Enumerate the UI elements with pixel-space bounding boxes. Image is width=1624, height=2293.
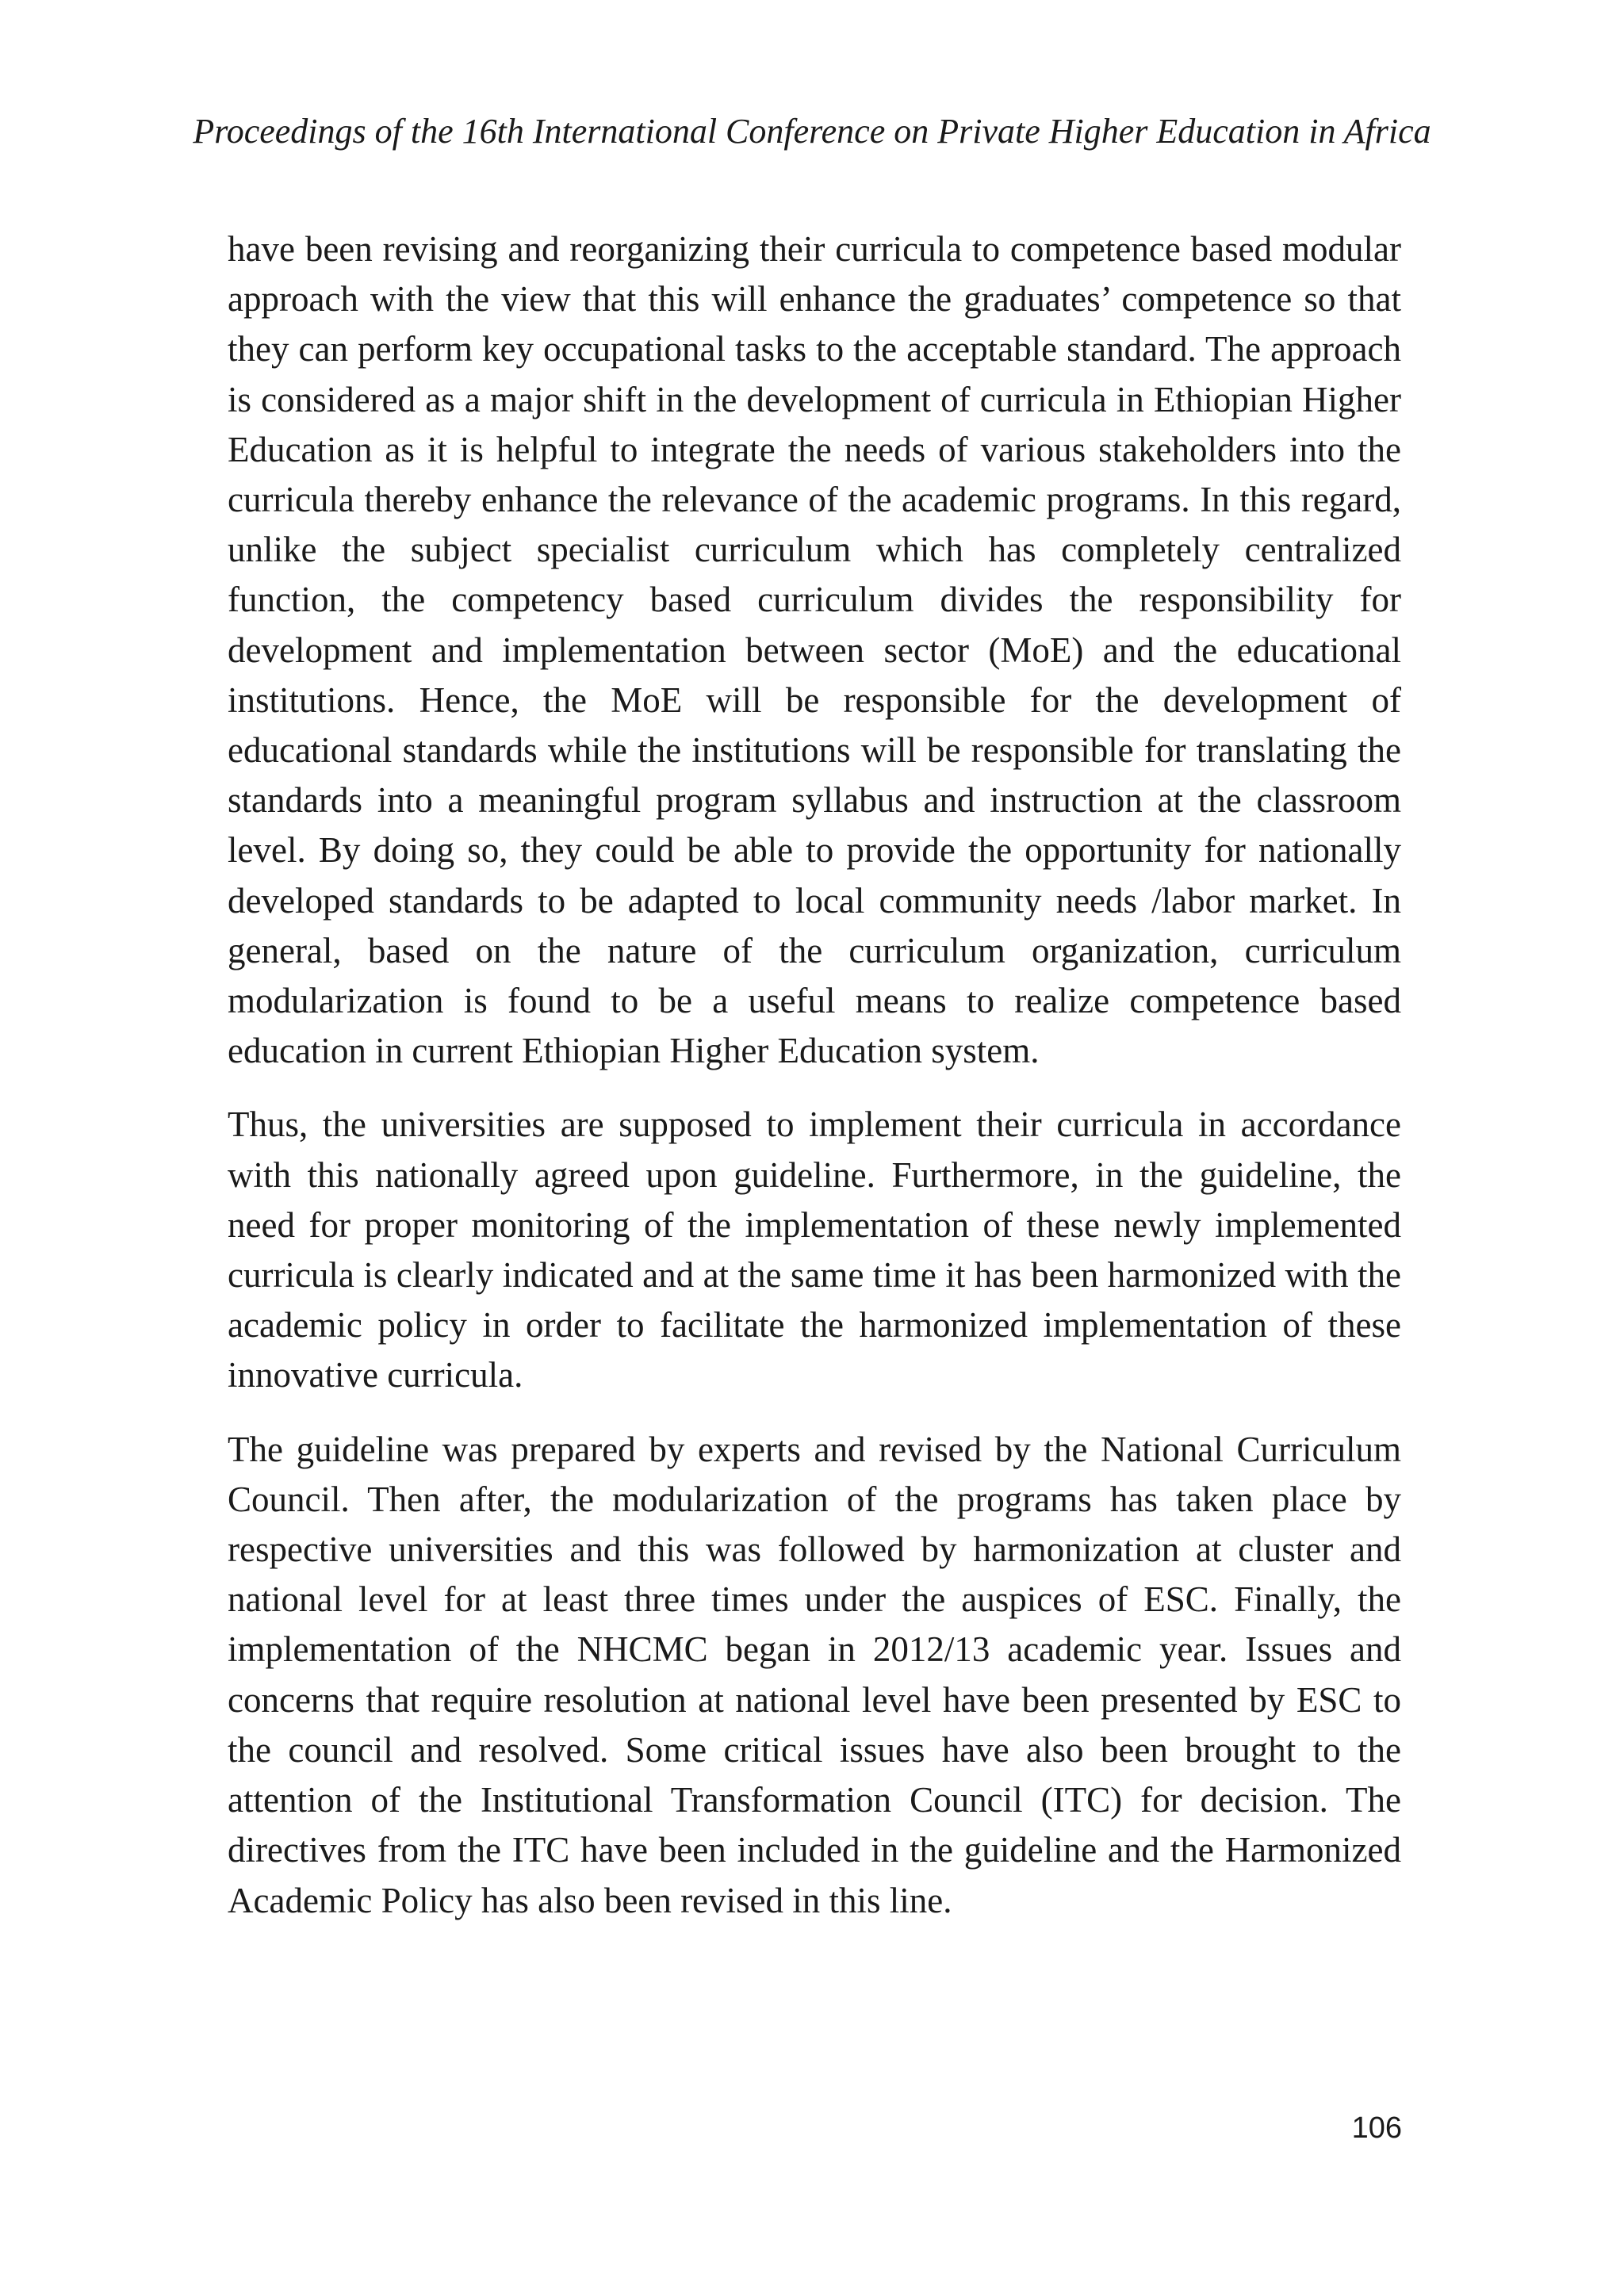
paragraph-1: have been revising and reorganizing their curricula to competence based modular approach with the view that this will enhance the graduates’ competence so that they can perform key occupational tasks to the acceptable standard. The approach is considered as a major shift in the development of curricula in Ethiopian Higher Education as it is helpful to integrate the needs of various stakeholders into the curricula thereby enhance the relevance of the academic programs. In this regard, unlike the subject specialist curriculum which has completely centralized function, the competency based curriculum divides the responsibility for development and implementation between sector (MoE) and the educational institutions. Hence, the MoE will be responsible for the development of educational standards while the institutions will be responsible for translating the standards into a meaningful program syllabus and instruction at the classroom level. By doing so, they could be able to provide the opportunity for nationally developed standards to be adapted to local community needs /labor market. In general, based on the nature of the curriculum organization, curriculum modularization is found to be a useful means to realize competence based education in current Ethiopian Higher Education system.: [228, 229, 1401, 1071]
page-number: 106: [1351, 2111, 1402, 2145]
paragraph-2: Thus, the universities are supposed to implement their curricula in accordance with this nationally agreed upon guideline. Furthermore, in the guideline, the need for proper monitoring of the implementation of these newly implemented curricula is clearly indicated and at the same time it has been harmonized with the academic policy in order to facilitate the harmonized implementation of these innovative curricula.: [228, 1104, 1401, 1395]
body-text: [228, 224, 1401, 1950]
paragraph-3: The guideline was prepared by experts and revised by the National Curriculum Council. Then after, the modularization of the programs has taken place by respective universities and this was followed by harmonization at cluster and national level for at least three times under the auspices of ESC. Finally, the implementation of the NHCMC began in 2012/13 academic year. Issues and concerns that require resolution at national level have been presented by ESC to the council and resolved. Some critical issues have also been brought to the attention of the Institutional Transformation Council (ITC) for decision. The directives from the ITC have been included in the guideline and the Harmonized Academic Policy has also been revised in this line.: [228, 1429, 1401, 1920]
running-header: Proceedings of the 16th International Conference on Private Higher Education in Africa: [193, 112, 1431, 151]
